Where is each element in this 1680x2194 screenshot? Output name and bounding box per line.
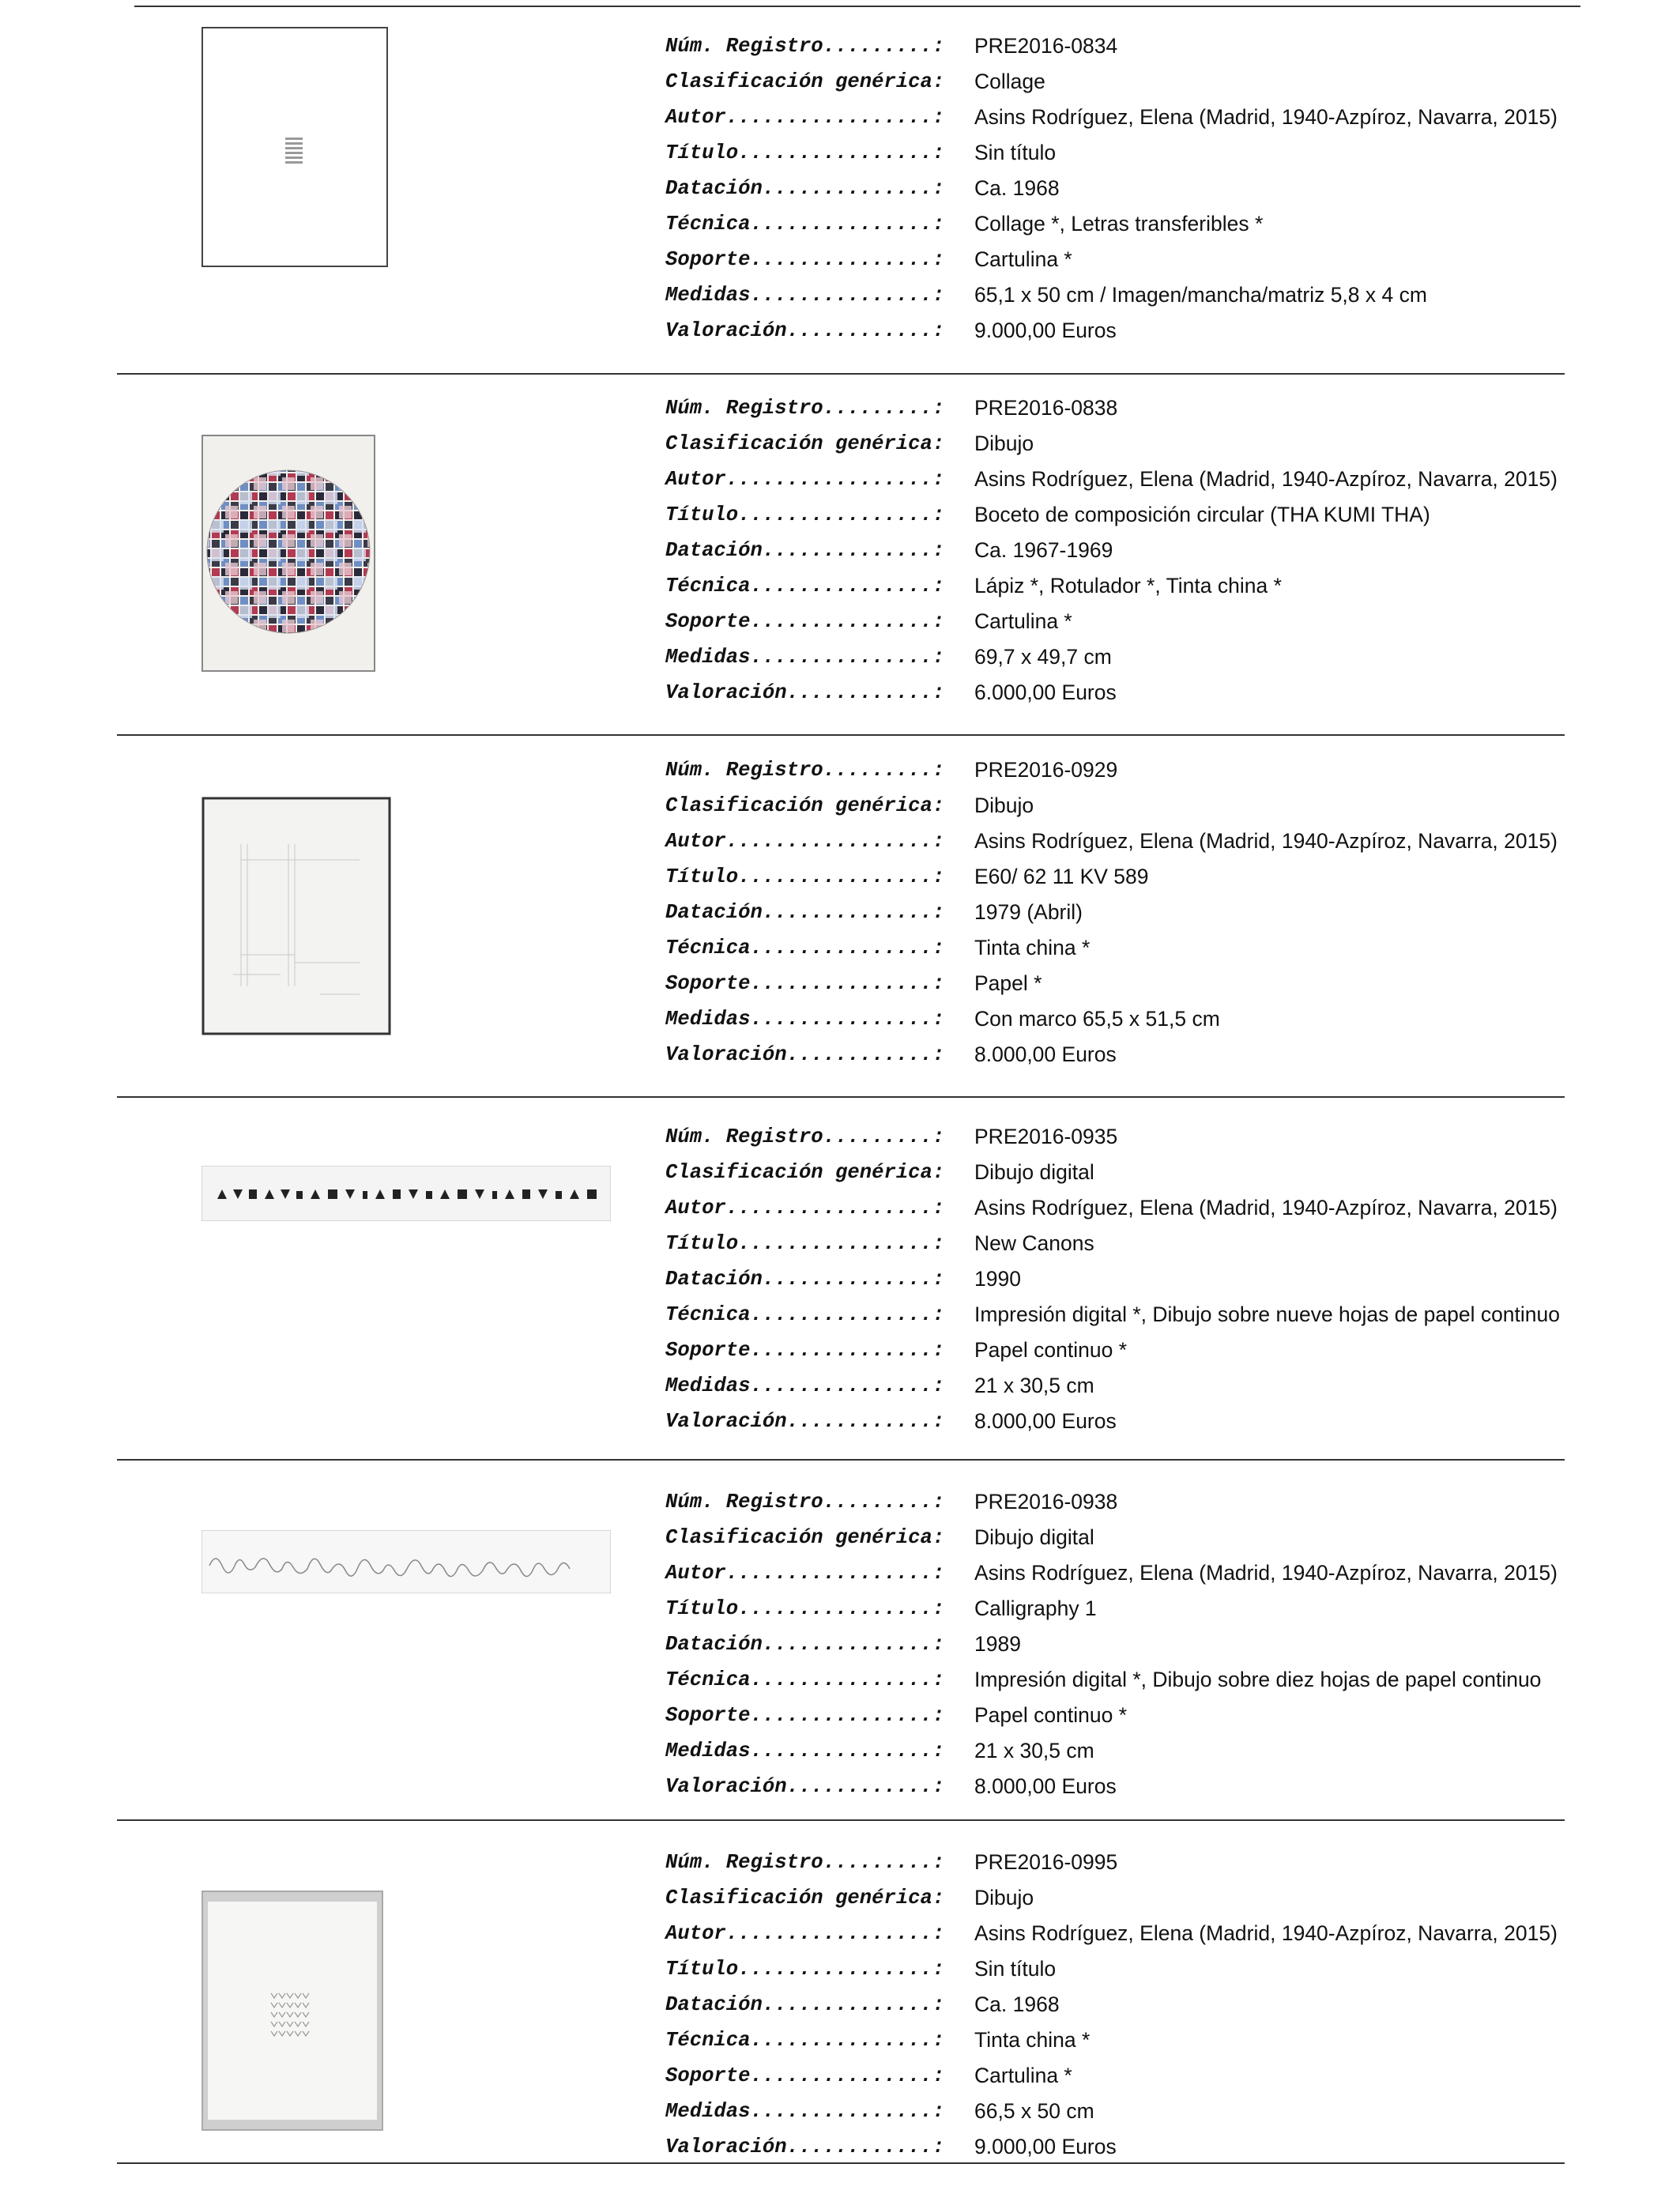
label-medidas: Medidas...............: [665, 1740, 945, 1762]
label-titulo: Título................: [665, 141, 945, 164]
label-medidas: Medidas...............: [665, 2100, 945, 2123]
label-valoracion: Valoración............: [665, 1043, 945, 1066]
value-soporte: Papel continuo * [974, 1338, 1128, 1362]
value-autor: Asins Rodríguez, Elena (Madrid, 1940-Azpíroz, Navarra, 2015) [974, 105, 1558, 129]
value-registro: PRE2016-0838 [974, 396, 1118, 420]
label-valoracion: Valoración............: [665, 319, 945, 342]
label-registro: Núm. Registro.........: [665, 397, 945, 420]
top-divider [134, 6, 1580, 7]
label-medidas: Medidas...............: [665, 284, 945, 307]
label-clasificacion: Clasificación genérica: [665, 70, 945, 93]
label-titulo: Título................: [665, 503, 945, 526]
value-registro: PRE2016-0995 [974, 1850, 1118, 1874]
label-clasificacion: Clasificación genérica: [665, 432, 945, 455]
value-titulo: Calligraphy 1 [974, 1596, 1097, 1620]
label-clasificacion: Clasificación genérica: [665, 794, 945, 817]
label-datacion: Datación..............: [665, 901, 945, 924]
value-autor: Asins Rodríguez, Elena (Madrid, 1940-Azpíroz, Navarra, 2015) [974, 467, 1558, 491]
value-valoracion: 9.000,00 Euros [974, 319, 1117, 342]
value-titulo: Boceto de composición circular (THA KUMI THA) [974, 503, 1430, 526]
value-clasificacion: Dibujo [974, 794, 1034, 817]
value-clasificacion: Collage [974, 70, 1045, 93]
divider [117, 1459, 1565, 1461]
label-medidas: Medidas...............: [665, 1008, 945, 1031]
label-valoracion: Valoración............: [665, 681, 945, 704]
label-registro: Núm. Registro.........: [665, 1125, 945, 1148]
label-datacion: Datación..............: [665, 1268, 945, 1291]
value-datacion: Ca. 1968 [974, 1992, 1060, 2016]
value-soporte: Cartulina * [974, 2064, 1072, 2087]
value-valoracion: 8.000,00 Euros [974, 1409, 1117, 1433]
label-soporte: Soporte...............: [665, 1704, 945, 1727]
value-tecnica: Impresión digital *, Dibujo sobre diez hojas de papel continuo [974, 1668, 1542, 1691]
label-valoracion: Valoración............: [665, 1410, 945, 1433]
value-tecnica: Collage *, Letras transferibles * [974, 212, 1264, 236]
value-valoracion: 8.000,00 Euros [974, 1774, 1117, 1798]
value-datacion: Ca. 1967-1969 [974, 538, 1113, 562]
value-datacion: 1990 [974, 1267, 1021, 1291]
value-medidas: 69,7 x 49,7 cm [974, 645, 1112, 669]
divider [117, 1819, 1565, 1821]
value-titulo: Sin título [974, 1957, 1057, 1981]
value-soporte: Cartulina * [974, 609, 1072, 633]
label-autor: Autor.................: [665, 106, 945, 129]
value-soporte: Papel continuo * [974, 1703, 1128, 1727]
divider [117, 734, 1565, 736]
label-tecnica: Técnica...............: [665, 1303, 945, 1326]
label-autor: Autor.................: [665, 1562, 945, 1585]
value-valoracion: 6.000,00 Euros [974, 680, 1117, 704]
label-medidas: Medidas...............: [665, 1374, 945, 1397]
value-clasificacion: Dibujo [974, 432, 1034, 455]
value-tecnica: Tinta china * [974, 2028, 1090, 2052]
label-registro: Núm. Registro.........: [665, 759, 945, 782]
value-medidas: 66,5 x 50 cm [974, 2099, 1094, 2123]
label-titulo: Título................: [665, 1597, 945, 1620]
label-medidas: Medidas...............: [665, 646, 945, 669]
value-medidas: 21 x 30,5 cm [974, 1739, 1094, 1762]
value-clasificacion: Dibujo digital [974, 1160, 1094, 1184]
value-clasificacion: Dibujo digital [974, 1525, 1094, 1549]
value-datacion: Ca. 1968 [974, 176, 1060, 200]
divider [117, 373, 1565, 375]
label-registro: Núm. Registro.........: [665, 1491, 945, 1514]
label-soporte: Soporte...............: [665, 248, 945, 271]
value-registro: PRE2016-0929 [974, 758, 1118, 782]
label-clasificacion: Clasificación genérica: [665, 1887, 945, 1909]
label-datacion: Datación..............: [665, 1993, 945, 2016]
label-titulo: Título................: [665, 1958, 945, 1981]
value-autor: Asins Rodríguez, Elena (Madrid, 1940-Azpíroz, Navarra, 2015) [974, 1196, 1558, 1220]
value-autor: Asins Rodríguez, Elena (Madrid, 1940-Azpíroz, Navarra, 2015) [974, 829, 1558, 853]
label-autor: Autor.................: [665, 1197, 945, 1220]
label-soporte: Soporte...............: [665, 2064, 945, 2087]
value-valoracion: 9.000,00 Euros [974, 2135, 1117, 2158]
label-valoracion: Valoración............: [665, 1775, 945, 1798]
label-tecnica: Técnica...............: [665, 213, 945, 236]
value-valoracion: 8.000,00 Euros [974, 1042, 1117, 1066]
value-clasificacion: Dibujo [974, 1886, 1034, 1909]
label-titulo: Título................: [665, 1232, 945, 1255]
label-titulo: Título................: [665, 865, 945, 888]
value-tecnica: Impresión digital *, Dibujo sobre nueve hojas de papel continuo [974, 1302, 1561, 1326]
label-soporte: Soporte...............: [665, 1339, 945, 1362]
label-datacion: Datación..............: [665, 1633, 945, 1656]
value-medidas: 65,1 x 50 cm / Imagen/mancha/matriz 5,8 x 4 cm [974, 283, 1427, 307]
value-registro: PRE2016-0834 [974, 34, 1118, 58]
value-medidas: 21 x 30,5 cm [974, 1374, 1094, 1397]
label-datacion: Datación..............: [665, 177, 945, 200]
value-tecnica: Tinta china * [974, 936, 1090, 959]
label-tecnica: Técnica...............: [665, 1668, 945, 1691]
label-soporte: Soporte...............: [665, 610, 945, 633]
label-autor: Autor.................: [665, 1922, 945, 1945]
value-soporte: Papel * [974, 971, 1042, 995]
label-tecnica: Técnica...............: [665, 937, 945, 959]
value-autor: Asins Rodríguez, Elena (Madrid, 1940-Azpíroz, Navarra, 2015) [974, 1561, 1558, 1585]
label-tecnica: Técnica...............: [665, 575, 945, 598]
label-registro: Núm. Registro.........: [665, 35, 945, 58]
value-titulo: Sin título [974, 141, 1057, 164]
value-datacion: 1989 [974, 1632, 1021, 1656]
value-soporte: Cartulina * [974, 247, 1072, 271]
value-titulo: E60/ 62 11 KV 589 [974, 865, 1149, 888]
value-tecnica: Lápiz *, Rotulador *, Tinta china * [974, 574, 1282, 598]
value-registro: PRE2016-0938 [974, 1490, 1118, 1514]
label-soporte: Soporte...............: [665, 972, 945, 995]
value-medidas: Con marco 65,5 x 51,5 cm [974, 1007, 1220, 1031]
value-registro: PRE2016-0935 [974, 1125, 1118, 1148]
label-registro: Núm. Registro.........: [665, 1851, 945, 1874]
label-valoracion: Valoración............: [665, 2136, 945, 2158]
label-autor: Autor.................: [665, 830, 945, 853]
value-titulo: New Canons [974, 1231, 1094, 1255]
label-datacion: Datación..............: [665, 539, 945, 562]
label-clasificacion: Clasificación genérica: [665, 1526, 945, 1549]
label-clasificacion: Clasificación genérica: [665, 1161, 945, 1184]
label-autor: Autor.................: [665, 468, 945, 491]
divider [117, 1096, 1565, 1098]
value-datacion: 1979 (Abril) [974, 900, 1083, 924]
value-autor: Asins Rodríguez, Elena (Madrid, 1940-Azpíroz, Navarra, 2015) [974, 1921, 1558, 1945]
label-tecnica: Técnica...............: [665, 2029, 945, 2052]
